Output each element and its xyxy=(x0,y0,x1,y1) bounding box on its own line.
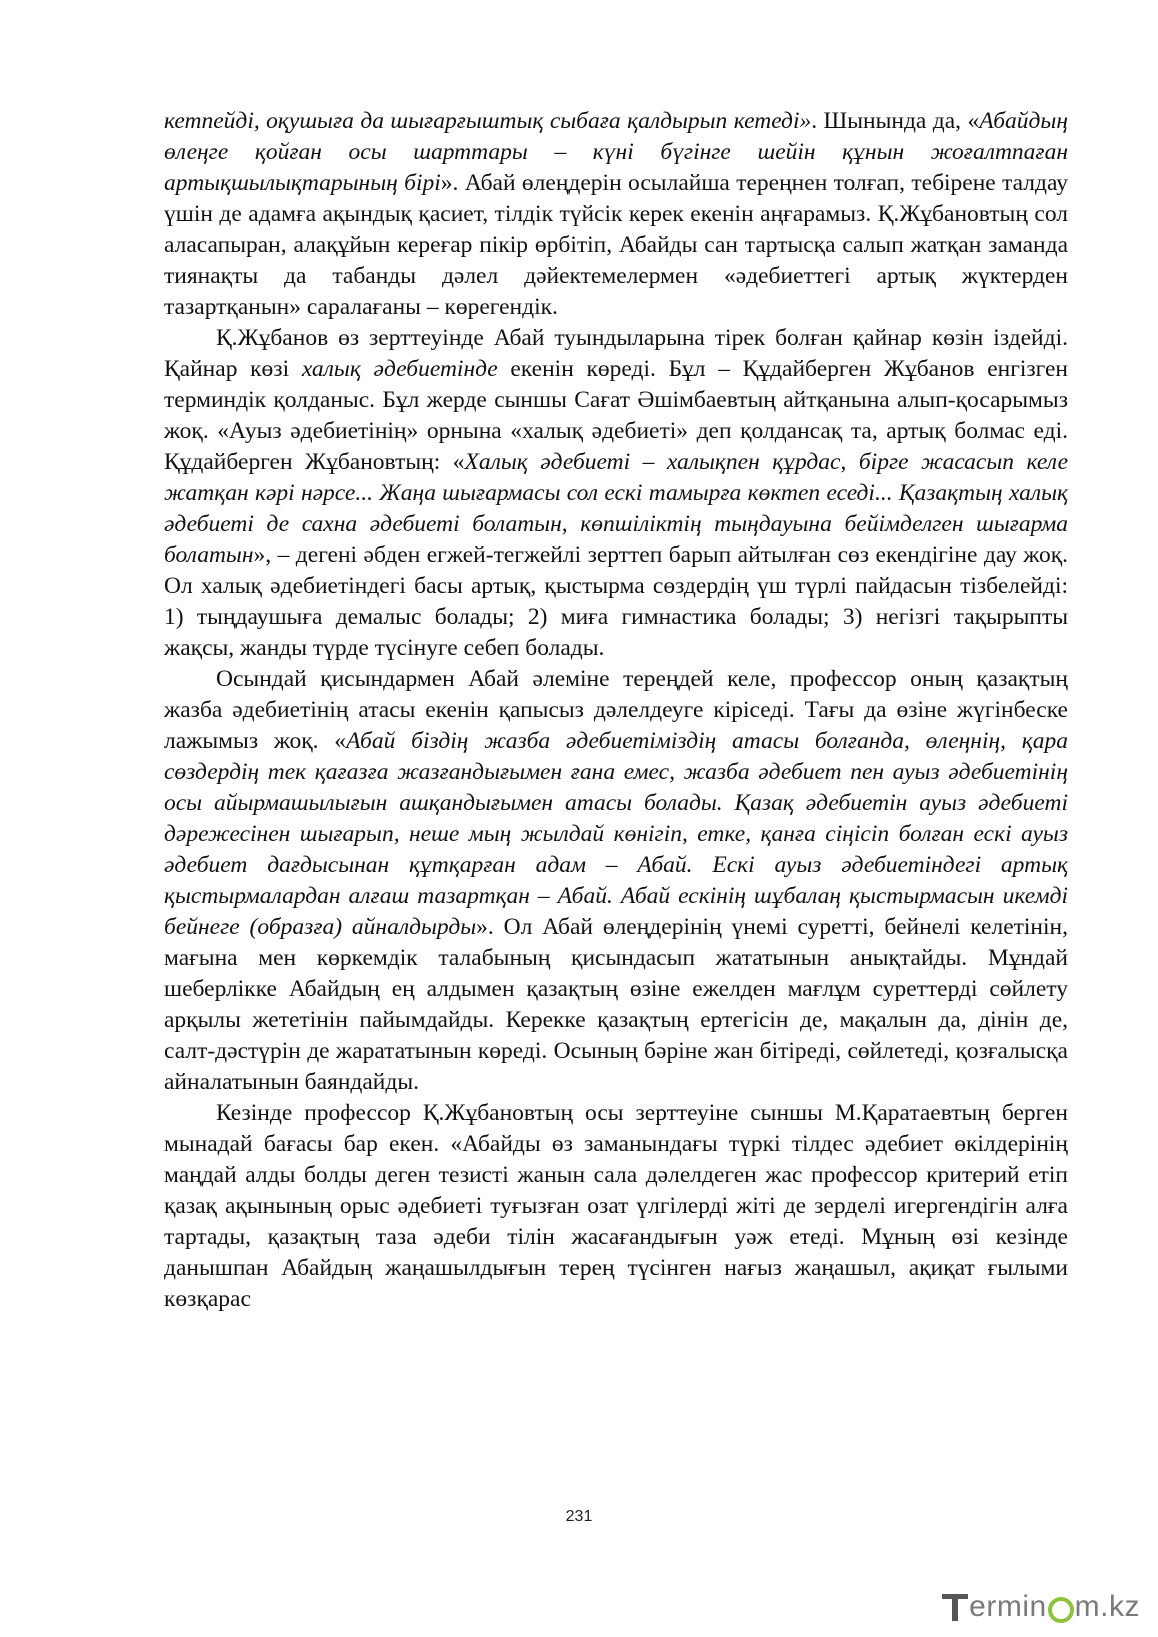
page-body xyxy=(164,106,1068,1315)
text-run: . Шынында да, « xyxy=(811,108,980,134)
text-run: Кезінде профессор Қ.Жұбановтың осы зерттеуіне сыншы М.Қаратаевтың берген мынадай бағасы бар екен. «Абайды өз заманындағы түркі тілдес әдебиет өкілдерінің маңдай алды болды деген тезисті жанын сала дәлелдеген жас профессор критерий етіп қазақ ақынының орыс әдебиеті туғызған озат үлгілерді жіті де зерделі игергендігін алға тартады, қазақтың таза әдеби тілін жасағандығын уәж етеді. Мұның өзі кезінде данышпан Абайдың жаңашылдығын терең түсінген нағыз жаңашыл, ақиқат ғылыми көзқарас xyxy=(164,1100,1068,1312)
paragraph xyxy=(164,106,1068,323)
italic-quote: кетпейді, оқушыға да шығарғыштық сыбаға қалдырып кетеді» xyxy=(164,108,812,134)
italic-quote: Абайдың өлеңге қойған осы шарттары – күні бүгінге шейін құнын жоғалтпаған артықшылықтарының бірі xyxy=(164,108,1068,196)
paragraph xyxy=(164,664,1068,1098)
watermark-text-end: m.kz xyxy=(1074,1590,1140,1623)
paragraph xyxy=(164,323,1068,664)
italic-quote: Халық әдебиеті – халықпен құрдас, бірге жасасып келе жатқан кәрі нәрсе... Жаңа шығармасы сол ескі тамырға көктеп еседі... Қазақтың халық әдебиеті де сахна әдебиеті болатын, көпшіліктің тыңдауына бейімделген шығарма болатын xyxy=(164,449,1069,568)
text-run: Қ.Жұбанов өз зерттеуінде Абай туындыларына тірек болған қайнар көзін іздейді. Қайнар көзі xyxy=(164,325,1068,382)
text-run: », – дегені әбден егжей-тегжейлі зерттеп барып айтылған сөз екендігіне дау жоқ. Ол халық әдебиетіндегі басы артық, қыстырма сөздердің үш түрлі пайдасын тізбелейді: 1) тыңдаушыға демалыс болады; 2) миға гимнастика болады; 3) негізгі тақырыпты жақсы, жанды түрде түсінуге себеп болады. xyxy=(164,542,1068,661)
text-run: екенін көреді. Бұл – Құдайберген Жұбанов енгізген терминдік қолданыс. Бұл жерде сыншы Сағат Әшімбаевтың айтқанына алып-қосарымыз жоқ. «Ауыз әдебиетінің» орнына «халық әдебиеті» деп қолдансақ та, артық болмас еді. Құдайберген Жұбановтың: « xyxy=(164,356,1069,475)
text-run: Осындай қисындармен Абай әлеміне тереңдей келе, профессор оның қазақтың жазба әдебиетінің атасы екенін қапысыз дәлелдеуге кіріседі. Тағы да өзіне жүгінбеске лажымыз жоқ. « xyxy=(164,666,1068,754)
site-watermark xyxy=(942,1590,1140,1624)
text-run: ». Ол Абай өлеңдерінің үнемі суретті, бейнелі келетінін, мағына мен көркемдік талабының қисындасып жататынын анықтайды. Мұндай шеберлікке Абайдың ең алдымен қазақтың өзіне ежелден мағлұм суреттерді сөйлету арқылы жететінін пайымдайды. Керекке қазақтың ертегісін де, мақалын да, дінін де, салт-дәстүрін де жарататынын көреді. Осының бәріне жан бітіреді, сөйлетеді, қозғалысқа айналатынын баяндайды. xyxy=(164,914,1068,1095)
t-logo-icon xyxy=(942,1592,968,1622)
italic-quote: халық әдебиетінде xyxy=(301,356,498,382)
watermark-text-start: ermin xyxy=(969,1590,1047,1623)
ring-logo-icon xyxy=(1048,1597,1074,1623)
text-run: ». Абай өлеңдерін осылайша тереңнен толғап, тебірене талдау үшін де адамға ақындық қасиет, тілдік түйсік керек екенін аңғарамыз. Қ.Жұбановтың сол аласапыран, алақұйын кереғар пікір өрбітіп, Абайды сан тартысқа салып жатқан заманда тиянақты да табанды дәлел дәйектемелермен «әдебиеттегі артық жүктерден тазартқанын» саралағаны – көрегендік. xyxy=(164,170,1068,320)
paragraph xyxy=(164,1098,1068,1315)
italic-quote: Абай біздің жазба әдебиетіміздің атасы болғанда, өлеңнің, қара сөздердің тек қағазға жазғандығымен ғана емес, жазба әдебиет пен ауыз әдебиетінің осы айырмашылығын ашқандығымен атасы болады. Қазақ әдебиетін ауыз әдебиеті дәрежесінен шығарып, неше мың жылдай көнігіп, етке, қанға сіңісіп болған ескі ауыз әдебиет дағдысынан құтқарған адам – Абай. Ескі ауыз әдебиетіндегі артық қыстырмалардан алғаш тазартқан – Абай. Абай ескінің шұбалаң қыстырмасын икемді бейнеге (образға) айналдырды xyxy=(164,728,1068,940)
page-number: 231 xyxy=(565,1508,593,1525)
